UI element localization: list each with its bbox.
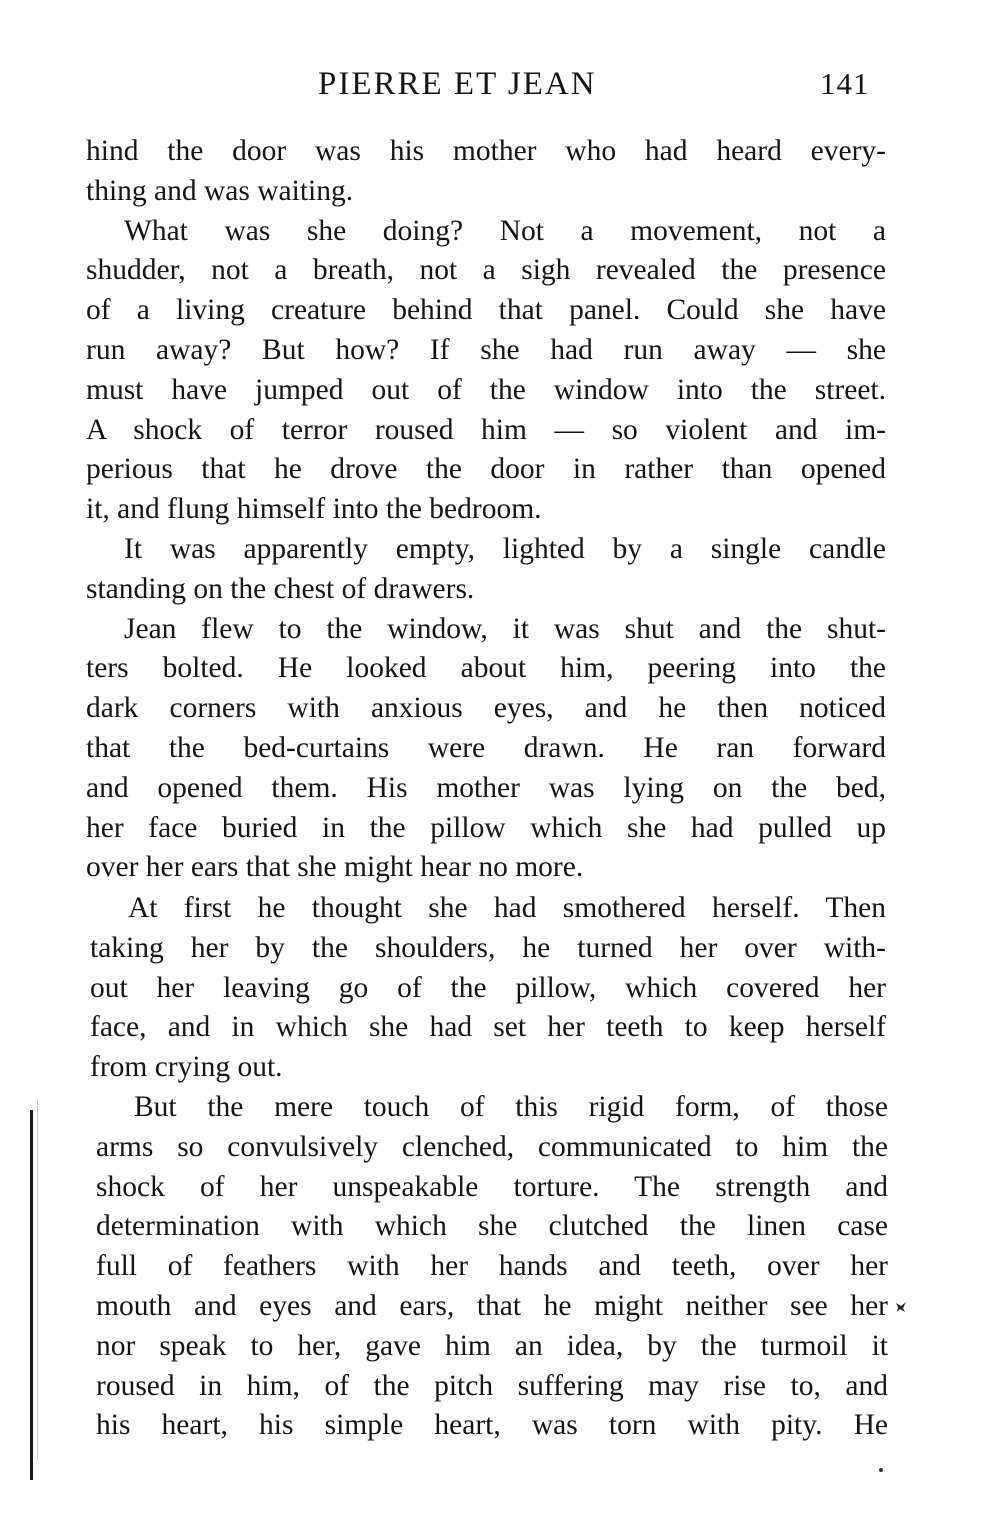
text-line: taking her by the shoulders, he turned her over with- — [90, 931, 886, 964]
text-line: hind the door was his mother who had heard every- — [86, 135, 886, 167]
paragraph — [86, 132, 886, 212]
text-line: It was apparently empty, lighted by a single candle — [124, 532, 886, 565]
page-number: 141 — [820, 66, 870, 101]
scan-margin-line-faint — [37, 1100, 38, 1460]
text-line: perious that he drove the door in rather than opened — [86, 453, 886, 486]
text-line: and opened them. His mother was lying on the bed, — [86, 771, 886, 804]
text-block-middle — [90, 889, 886, 1088]
text-line: shudder, not a breath, not a sigh revealed the presence — [86, 254, 886, 287]
text-line: What was she doing? Not a movement, not a — [124, 214, 886, 247]
paragraph — [86, 530, 886, 610]
text-line: her face buried in the pillow which she had pulled up — [86, 811, 886, 844]
text-line: his heart, his simple heart, was torn with pity. He — [96, 1409, 888, 1442]
text-line: determination with which she clutched the linen case — [96, 1210, 888, 1243]
text-block-lower — [96, 1088, 888, 1446]
text-line: of a living creature behind that panel. Could she have — [86, 294, 886, 327]
text-line: A shock of terror roused him — so violent and im- — [86, 413, 886, 446]
text-line: it, and flung himself into the bedroom. — [86, 493, 542, 526]
text-line: from crying out. — [90, 1051, 283, 1084]
scan-margin-line — [30, 1110, 33, 1480]
text-line: At first he thought she had smothered herself. Then — [128, 892, 886, 924]
text-line: ters bolted. He looked about him, peering into the — [86, 652, 886, 685]
text-block-upper — [86, 132, 886, 888]
ink-mark-icon — [894, 1300, 908, 1314]
text-line: roused in him, of the pitch suffering may rise to, and — [96, 1369, 888, 1402]
text-line: thing and was waiting. — [86, 174, 354, 207]
running-head-title: PIERRE ET JEAN — [318, 66, 597, 102]
paragraph — [90, 889, 886, 1088]
text-line: run away? But how? If she had run away — she — [86, 333, 886, 366]
text-line: Jean flew to the window, it was shut and the shut- — [124, 612, 886, 645]
text-line: standing on the chest of drawers. — [86, 572, 475, 605]
text-line: nor speak to her, gave him an idea, by the turmoil it — [96, 1329, 888, 1362]
text-line: arms so convulsively clenched, communicated to him the — [96, 1130, 888, 1163]
text-line: dark corners with anxious eyes, and he then noticed — [86, 692, 886, 725]
paragraph — [86, 610, 886, 889]
text-line: mouth and eyes and ears, that he might neither see her — [96, 1289, 888, 1322]
text-line: out her leaving go of the pillow, which covered her — [90, 971, 886, 1004]
text-line: shock of her unspeakable torture. The strength and — [96, 1170, 888, 1203]
paragraph — [86, 212, 886, 530]
running-head — [0, 62, 1000, 106]
text-line: full of feathers with her hands and teeth, over her — [96, 1250, 888, 1283]
paragraph — [96, 1088, 888, 1446]
text-line: But the mere touch of this rigid form, of those — [134, 1091, 888, 1123]
text-line: must have jumped out of the window into the street. — [86, 373, 886, 406]
text-line: over her ears that she might hear no more. — [86, 851, 584, 884]
ink-dot — [879, 1468, 883, 1472]
text-line: that the bed-curtains were drawn. He ran forward — [86, 731, 886, 764]
text-line: face, and in which she had set her teeth to keep herself — [90, 1011, 886, 1044]
